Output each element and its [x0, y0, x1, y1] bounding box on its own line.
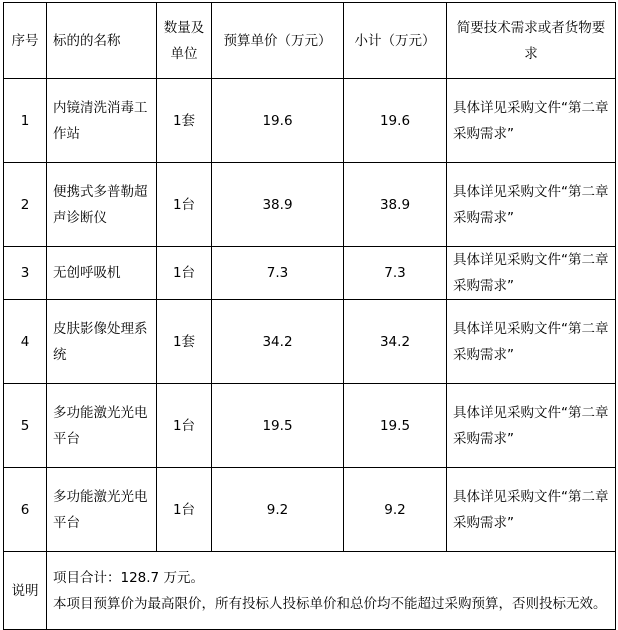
row-seq: 4	[4, 300, 47, 384]
row-qty: 1台	[157, 163, 212, 247]
row-unit-price: 7.3	[212, 247, 344, 300]
row-requirement: 具体详见采购文件“第二章 采购需求”	[447, 300, 616, 384]
row-unit-price: 34.2	[212, 300, 344, 384]
row-seq: 2	[4, 163, 47, 247]
row-requirement: 具体详见采购文件“第二章 采购需求”	[447, 79, 616, 163]
table-row	[4, 300, 616, 384]
note-content	[47, 552, 616, 630]
row-unit-price: 19.6	[212, 79, 344, 163]
header-name: 标的的名称	[47, 3, 157, 79]
header-seq: 序号	[4, 3, 47, 79]
row-item-name: 皮肤影像处理系统	[47, 300, 157, 384]
row-unit-price: 19.5	[212, 384, 344, 468]
row-subtotal: 38.9	[344, 163, 447, 247]
note-row	[4, 552, 616, 630]
row-qty: 1台	[157, 247, 212, 300]
row-item-name: 便携式多普勒超声诊断仪	[47, 163, 157, 247]
row-item-name: 多功能激光光电平台	[47, 384, 157, 468]
row-seq: 6	[4, 468, 47, 552]
row-qty: 1台	[157, 468, 212, 552]
row-qty: 1套	[157, 300, 212, 384]
budget-note: 本项目预算价为最高限价，所有投标人投标单价和总价均不能超过采购预算，否则投标无效。	[53, 595, 607, 612]
row-requirement: 具体详见采购文件“第二章 采购需求”	[447, 384, 616, 468]
row-subtotal: 19.6	[344, 79, 447, 163]
table-row	[4, 247, 616, 300]
table-row	[4, 79, 616, 163]
row-seq: 5	[4, 384, 47, 468]
row-qty: 1套	[157, 79, 212, 163]
row-requirement: 具体详见采购文件“第二章 采购需求”	[447, 468, 616, 552]
row-subtotal: 7.3	[344, 247, 447, 300]
table-row	[4, 163, 616, 247]
row-seq: 3	[4, 247, 47, 300]
note-label: 说明	[4, 552, 47, 630]
table-header-row	[4, 3, 616, 79]
header-requirements: 简要技术需求或者货物要求	[447, 3, 616, 79]
table-row	[4, 468, 616, 552]
row-subtotal: 19.5	[344, 384, 447, 468]
row-requirement: 具体详见采购文件“第二章 采购需求”	[447, 247, 616, 300]
procurement-table	[3, 2, 616, 630]
header-qty-unit: 数量及单位	[157, 3, 212, 79]
header-subtotal: 小计（万元）	[344, 3, 447, 79]
header-unit-budget: 预算单价（万元）	[212, 3, 344, 79]
table-row	[4, 384, 616, 468]
row-qty: 1台	[157, 384, 212, 468]
row-requirement: 具体详见采购文件“第二章 采购需求”	[447, 163, 616, 247]
row-item-name: 无创呼吸机	[47, 247, 157, 300]
row-item-name: 内镜清洗消毒工作站	[47, 79, 157, 163]
row-seq: 1	[4, 79, 47, 163]
row-unit-price: 9.2	[212, 468, 344, 552]
row-item-name: 多功能激光光电平台	[47, 468, 157, 552]
row-subtotal: 34.2	[344, 300, 447, 384]
row-subtotal: 9.2	[344, 468, 447, 552]
project-total: 项目合计：128.7 万元。	[53, 569, 204, 586]
row-unit-price: 38.9	[212, 163, 344, 247]
